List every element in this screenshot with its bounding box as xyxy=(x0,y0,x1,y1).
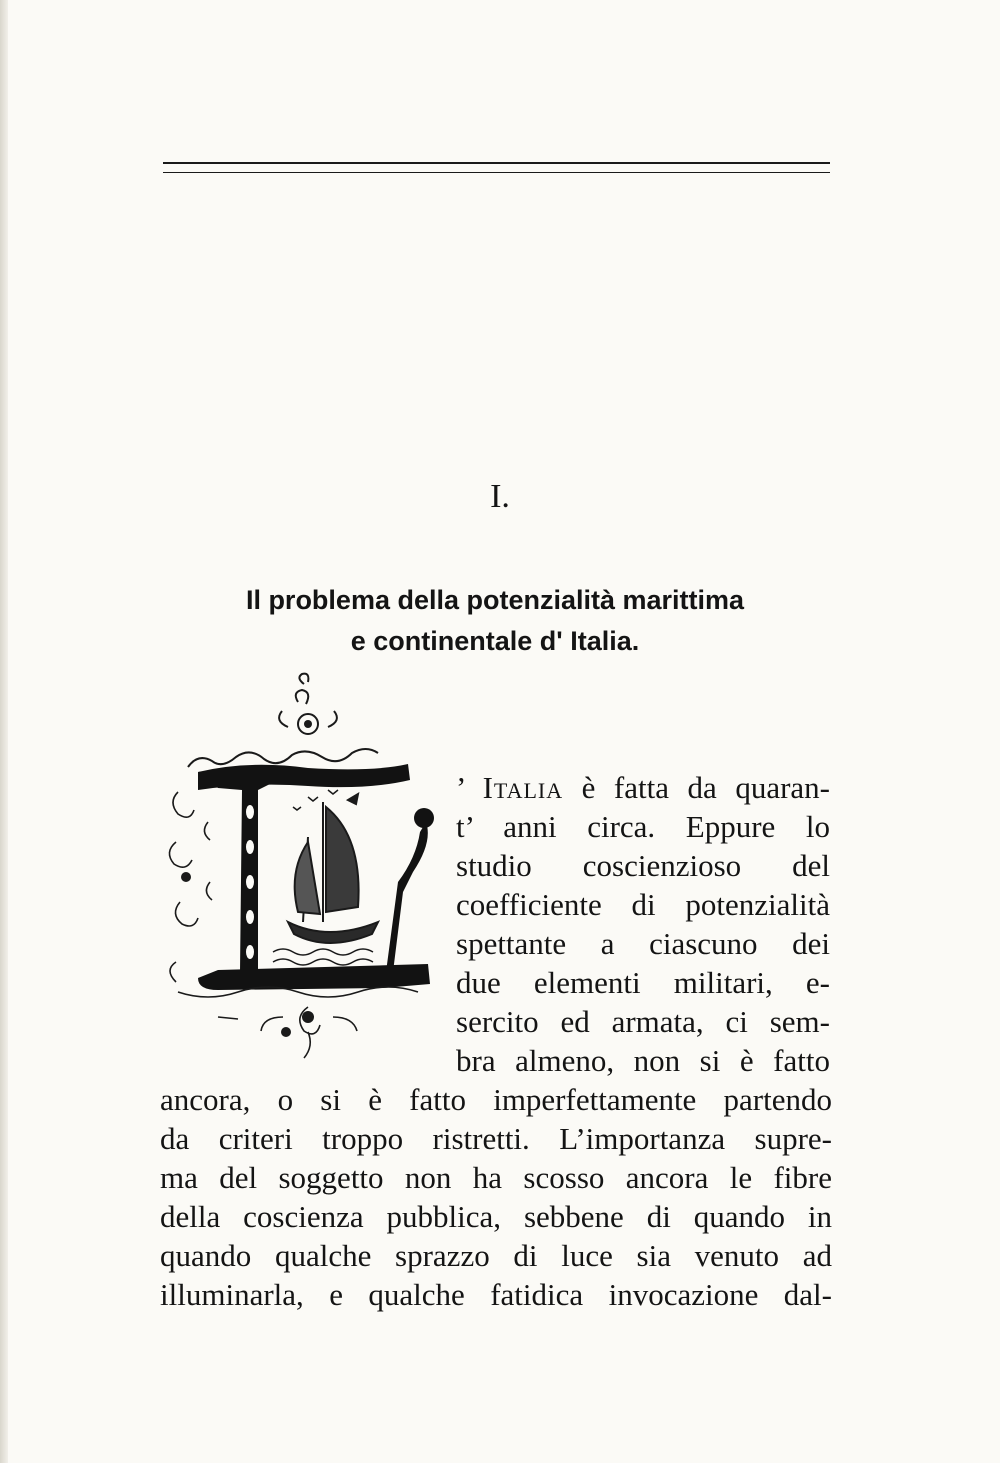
lead-word: Italia xyxy=(482,770,564,805)
first-line-rest: è fatta da quaran- xyxy=(563,770,830,805)
paragraph-body-lines xyxy=(160,1080,832,1314)
text-line: t’ anni circa. Eppure lo xyxy=(456,809,830,844)
text-line: illuminarla, e qualche fatidica invocazione dal- xyxy=(160,1277,832,1312)
page-edge xyxy=(0,0,8,1463)
ornate-initial-with-ship-icon xyxy=(158,672,458,1092)
drop-cap-l-icon xyxy=(158,672,458,1092)
header-rule xyxy=(163,162,830,173)
text-line: della coscienza pubblica, sebbene di quando in xyxy=(160,1199,832,1234)
text-line: da criteri troppo ristretti. L’importanza supre- xyxy=(160,1121,832,1156)
chapter-title-line-2: e continentale d' Italia. xyxy=(350,626,640,656)
apostrophe: ’ xyxy=(456,770,465,805)
text-line: studio coscienzioso del xyxy=(456,848,830,883)
paragraph-opening-lines xyxy=(456,768,830,1080)
text-line: spettante a ciascuno dei xyxy=(456,926,830,961)
text-line xyxy=(456,768,830,807)
text-line: bra almeno, non si è fatto xyxy=(456,1043,830,1078)
text-line: due elementi militari, e- xyxy=(456,965,830,1000)
chapter-title xyxy=(160,580,830,662)
text-line: ancora, o si è fatto imperfettamente partendo xyxy=(160,1082,832,1117)
chapter-number: I. xyxy=(490,478,510,515)
text-line: ma del soggetto non ha scosso ancora le fibre xyxy=(160,1160,832,1195)
text-line: quando qualche sprazzo di luce sia venuto ad xyxy=(160,1238,832,1273)
chapter-title-line-1: Il problema della potenzialità marittima xyxy=(245,585,745,615)
text-line: coefficiente di potenzialità xyxy=(456,887,830,922)
text-line: sercito ed armata, ci sem- xyxy=(456,1004,830,1039)
